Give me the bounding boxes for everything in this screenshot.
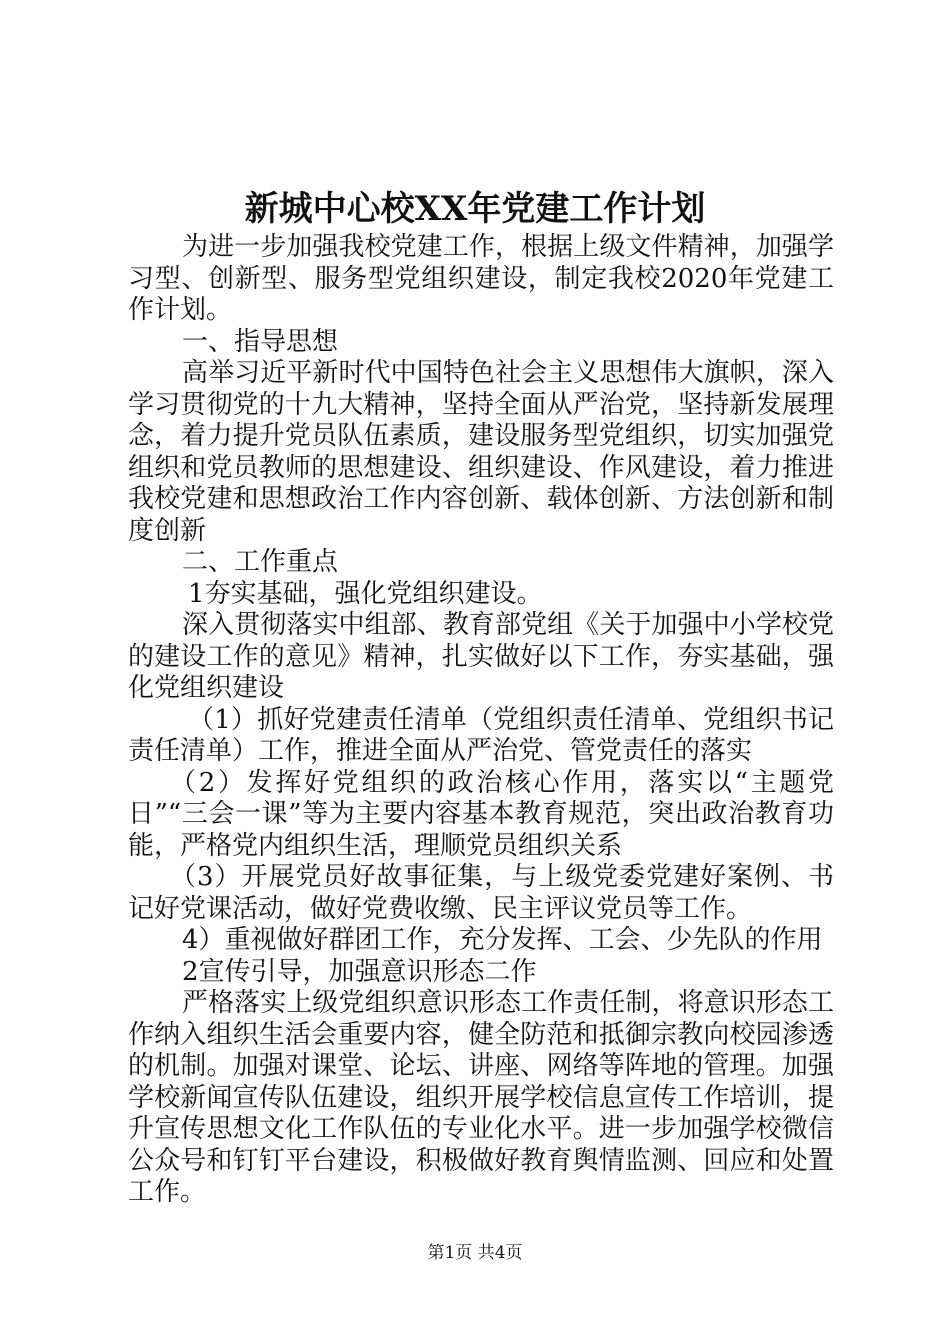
section-heading-guiding-thought: 一、指导思想	[182, 326, 339, 357]
document-title: 新城中心校XX年党建工作计划	[244, 189, 706, 229]
item-1-paragraph: （1）抓好党建责任清单（党组织责任清单、党组织书记责任清单）工作，推进全面从严治党、管党责任的落实	[128, 704, 834, 766]
section-heading-work-focus: 二、工作重点	[182, 547, 339, 577]
intro-paragraph: 为进一步加强我校党建工作，根据上级文件精神，加强学习型、创新型、服务型党组织建设，制定我校2020年党建工作计划。	[128, 232, 834, 325]
document-body	[128, 232, 834, 1209]
subheading-publicity: 2宣传引导，加强意识形态二作	[182, 956, 537, 987]
publicity-paragraph: 严格落实上级党组织意识形态工作责任制，将意识形态工作纳入组织生活会重要内容，健全防范和抵御宗教向校园渗透的机制。加强对课堂、论坛、讲座、网络等阵地的管理。加强学校新闻宣传队伍建设，组织开展学校信息宣传工作培训，提升宣传思想文化工作队伍的专业化水平。进一步加强学校微信公众号和钉钉平台建设，积极做好教育舆情监测、回应和处置工作。	[128, 988, 834, 1207]
item-2-paragraph: （2）发挥好党组织的政治核心作用，落实以“主题党日”“三会一课”等为主要内容基本教育规范，突出政治教育功能，严格党内组织生活，理顺党员组织关系	[128, 767, 834, 861]
guiding-thought-paragraph: 高举习近平新时代中国特色社会主义思想伟大旗帜，深入学习贯彻党的十九大精神，坚持全面从严治党，坚持新发展理念，着力提升党员队伍素质，建设服务型党组织，切实加强党组织和党员教师的思想建设、组织建设、作风建设，着力推进我校党建和思想政治工作内容创新、载体创新、方法创新和制度创新	[128, 358, 834, 546]
page-number-footer: 第1页 共4页	[427, 1243, 523, 1263]
item-4-paragraph: 4）重视做好群团工作，充分发挥、工会、少先队的作用	[182, 925, 823, 955]
item-3-paragraph: （3）开展党员好故事征集，与上级党委党建好案例、书记好党课活动，做好党费收缴、民主评议党员等工作。	[128, 862, 834, 924]
foundation-paragraph: 深入贯彻落实中组部、教育部党组《关于加强中小学校党的建设工作的意见》精神，扎实做好以下工作，夯实基础，强化党组织建设	[128, 610, 834, 703]
subheading-foundation: 1夯实基础，强化党组织建设。	[188, 578, 543, 609]
